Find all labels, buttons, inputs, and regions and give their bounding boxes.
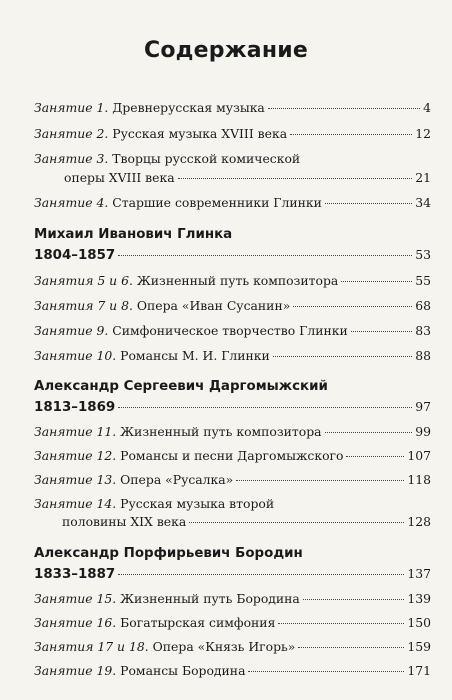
entry-title: Романсы Бородина <box>120 663 246 678</box>
dot-leader <box>268 108 420 109</box>
entry-title: Жизненный путь композитора <box>120 424 322 439</box>
section-years-row <box>34 399 431 415</box>
section-page: 137 <box>407 566 431 581</box>
entry-page: 68 <box>415 298 431 313</box>
section-heading: Александр Порфирьевич Бородин <box>34 546 303 561</box>
entry-page: 150 <box>407 615 431 630</box>
entry-page: 83 <box>415 323 431 338</box>
dot-leader <box>293 306 412 307</box>
entry-label: Занятия 7 и 8. <box>34 298 133 313</box>
section-years-row <box>34 247 431 263</box>
entry-label: Занятие 13. <box>34 472 117 487</box>
toc-entry <box>34 591 431 607</box>
entry-label: Занятие 2. <box>34 126 109 141</box>
toc-entry <box>34 424 431 440</box>
entry-page: 12 <box>415 126 431 141</box>
entry-title: Богатырская симфония <box>120 615 276 630</box>
toc-entry <box>34 298 431 314</box>
toc-entry-continuation <box>34 514 431 530</box>
section-years: 1813–1869 <box>34 400 116 415</box>
section-years: 1804–1857 <box>34 248 116 263</box>
entry-page: 99 <box>415 424 431 439</box>
entry-page: 55 <box>415 273 431 288</box>
dot-leader <box>118 255 412 256</box>
toc-entry <box>34 323 431 339</box>
entry-label: Занятие 16. <box>34 615 117 630</box>
entry-title-cont: оперы XVIII века <box>64 170 175 185</box>
entry-title: Русская музыка второй <box>120 496 275 511</box>
dot-leader <box>189 522 404 523</box>
toc-entry <box>34 448 431 464</box>
dot-leader <box>118 574 404 575</box>
entry-title: Опера «Русалка» <box>120 472 234 487</box>
entry-title: Творцы русской комической <box>112 151 301 166</box>
entry-label: Занятия 5 и 6. <box>34 273 133 288</box>
dot-leader <box>341 281 412 282</box>
entry-page: 88 <box>415 348 431 363</box>
dot-leader <box>248 671 404 672</box>
toc-entry <box>34 273 431 289</box>
dot-leader <box>346 456 404 457</box>
entry-label: Занятие 14. <box>34 496 117 511</box>
entry-page: 4 <box>423 100 431 115</box>
toc-entry <box>34 348 431 364</box>
dot-leader <box>303 599 405 600</box>
dot-leader <box>278 623 404 624</box>
dot-leader <box>325 432 413 433</box>
entry-title: Романсы и песни Даргомыжского <box>120 448 344 463</box>
entry-label: Занятие 11. <box>34 424 117 439</box>
toc-entry <box>34 496 431 512</box>
section-years: 1833–1887 <box>34 567 116 582</box>
entry-label: Занятие 15. <box>34 591 117 606</box>
dot-leader <box>298 647 404 648</box>
section-heading: Михаил Иванович Глинка <box>34 227 233 242</box>
toc-entry <box>34 100 431 116</box>
entry-label: Занятие 1. <box>34 100 109 115</box>
toc-entry <box>34 663 431 679</box>
entry-label: Занятие 4. <box>34 195 109 210</box>
toc-entry <box>34 639 431 655</box>
section-page: 53 <box>415 247 431 262</box>
entry-title: Жизненный путь композитора <box>136 273 339 288</box>
dot-leader <box>236 480 404 481</box>
entry-title: Древнерусская музыка <box>112 100 265 115</box>
toc-entry <box>34 151 431 167</box>
entry-title: Опера «Иван Сусанин» <box>136 298 291 313</box>
toc-entry <box>34 126 431 142</box>
dot-leader <box>351 331 412 332</box>
dot-leader <box>118 407 412 408</box>
entry-page: 34 <box>415 195 431 210</box>
entry-page: 159 <box>407 639 431 654</box>
dot-leader <box>273 356 412 357</box>
entry-label: Занятие 9. <box>34 323 109 338</box>
entry-page: 118 <box>407 472 431 487</box>
entry-page: 107 <box>407 448 431 463</box>
entry-label: Занятие 10. <box>34 348 117 363</box>
toc-entry <box>34 195 431 211</box>
entry-title: Романсы М. И. Глинки <box>120 348 270 363</box>
toc-entry <box>34 615 431 631</box>
entry-page: 21 <box>415 170 431 185</box>
entry-label: Занятие 19. <box>34 663 117 678</box>
entry-title: Опера «Князь Игорь» <box>152 639 296 654</box>
entry-page: 128 <box>407 514 431 529</box>
entry-title-cont: половины XIX века <box>62 514 187 529</box>
entry-title: Русская музыка XVIII века <box>112 126 288 141</box>
dot-leader <box>178 178 413 179</box>
entry-title: Симфоническое творчество Глинки <box>112 323 348 338</box>
section-years-row <box>34 566 431 582</box>
entry-page: 139 <box>407 591 431 606</box>
entry-title: Жизненный путь Бородина <box>120 591 300 606</box>
section-heading: Александр Сергеевич Даргомыжский <box>34 379 328 394</box>
page-title: Содержание <box>144 38 308 63</box>
entry-page: 171 <box>407 663 431 678</box>
section-page: 97 <box>415 399 431 414</box>
entry-label: Занятие 3. <box>34 151 109 166</box>
entry-label: Занятие 12. <box>34 448 117 463</box>
entry-label: Занятия 17 и 18. <box>34 639 149 654</box>
dot-leader <box>325 203 412 204</box>
toc-entry-continuation <box>34 170 431 186</box>
dot-leader <box>290 134 412 135</box>
toc-entry <box>34 472 431 488</box>
entry-title: Старшие современники Глинки <box>112 195 322 210</box>
